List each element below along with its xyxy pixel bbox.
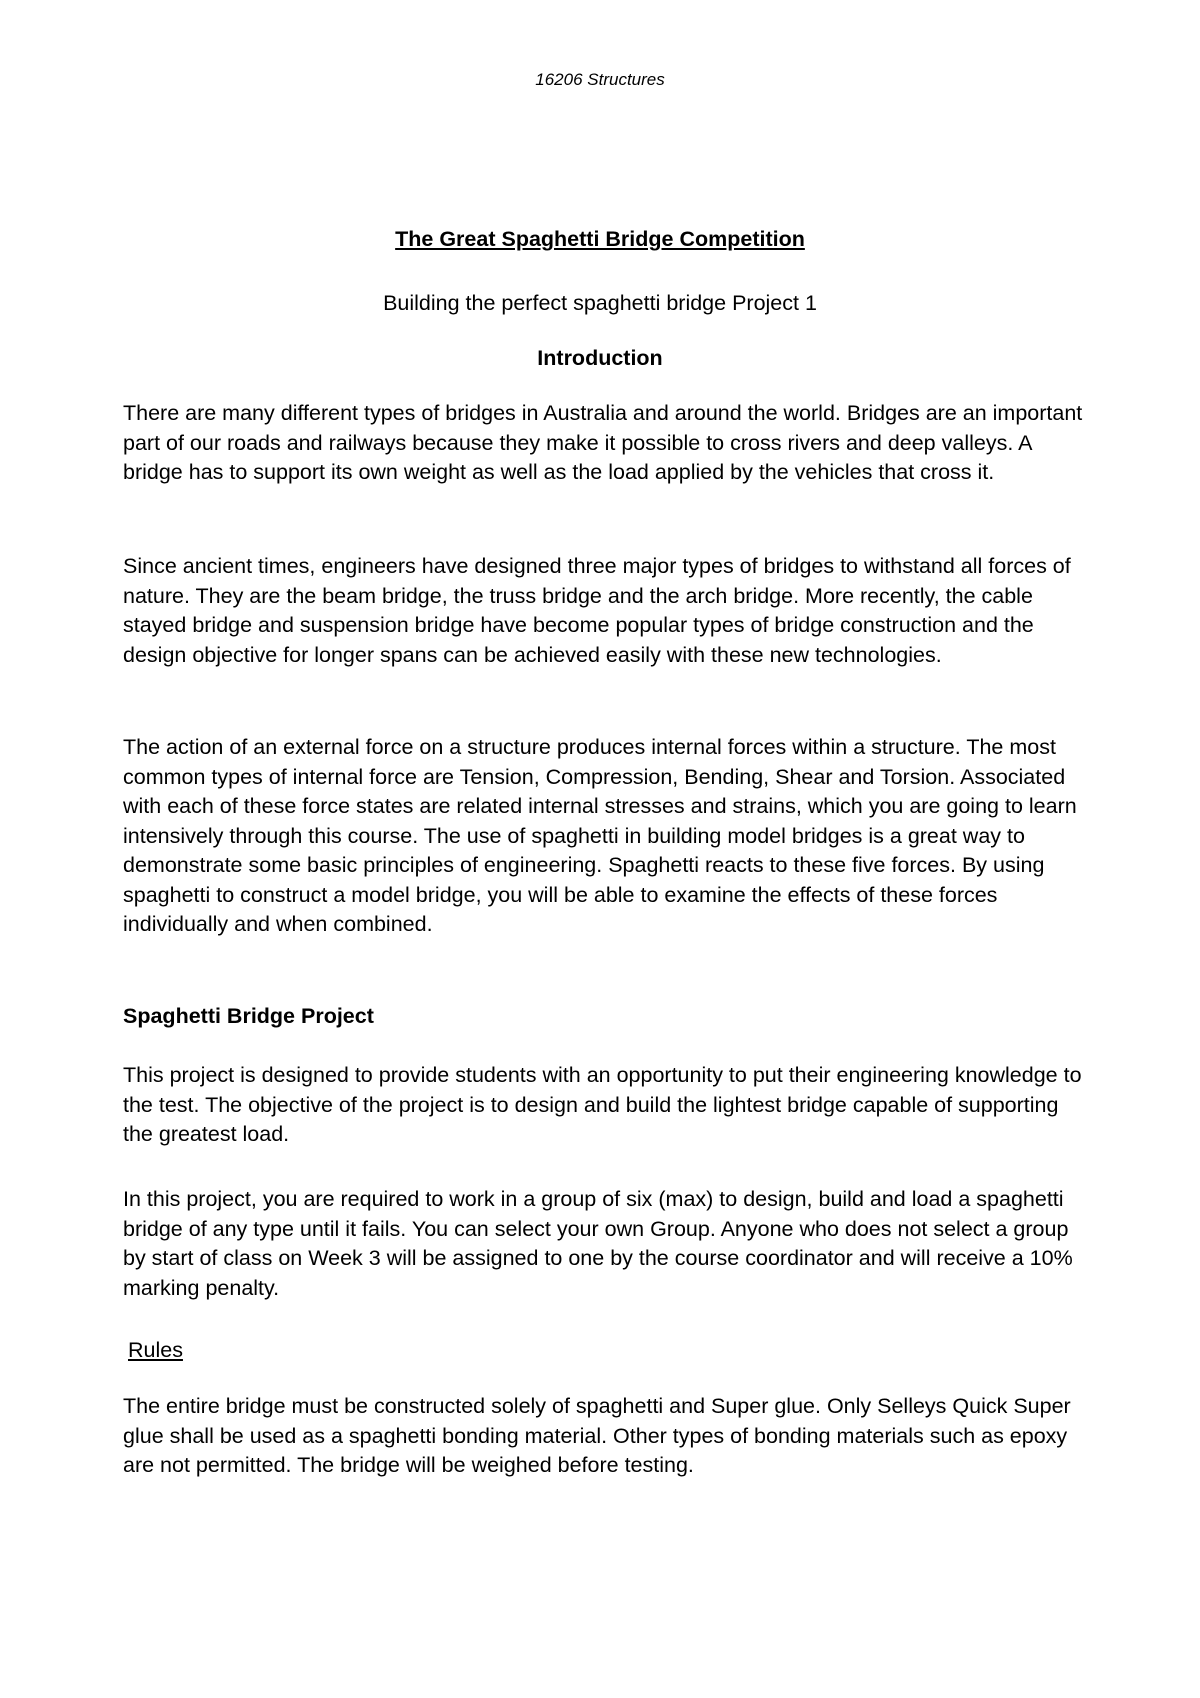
document-subtitle: Building the perfect spaghetti bridge Project 1	[383, 291, 817, 315]
introduction-heading: Introduction	[537, 346, 663, 370]
intro-paragraph-1: There are many different types of bridges in Australia and around the world. Bridges are an important part of our roads and railways because they make it possible to cross rivers and deep valleys. A bridge has to support its own weight as well as the load applied by the vehicles that cross it.	[123, 401, 1083, 484]
running-header: 16206 Structures	[535, 70, 665, 89]
project-paragraph-2: In this project, you are required to work in a group of six (max) to design, build and load a spaghetti bridge of any type until it fails. You can select your own Group. Anyone who does not select a group by start of class on Week 3 will be assigned to one by the course coordinator and will receive a 10% marking penalty.	[123, 1187, 1073, 1300]
rules-paragraph-1: The entire bridge must be constructed solely of spaghetti and Super glue. Only Selleys Quick Super glue shall be used as a spaghetti bonding material. Other types of bonding materials such as epoxy are not permitted. The bridge will be weighed before testing.	[123, 1394, 1071, 1477]
project-heading: Spaghetti Bridge Project	[123, 1004, 374, 1028]
intro-paragraph-3: The action of an external force on a structure produces internal forces within a structure. The most common types of internal force are Tension, Compression, Bending, Shear and Torsion. Associated with each of these force states are related internal stresses and strains, which you are going to learn intensively through this course. The use of spaghetti in building model bridges is a great way to demonstrate some basic principles of engineering. Spaghetti reacts to these five forces. By using spaghetti to construct a model bridge, you will be able to examine the effects of these forces individually and when combined.	[123, 735, 1077, 936]
rules-heading: Rules	[128, 1338, 183, 1362]
intro-paragraph-2: Since ancient times, engineers have designed three major types of bridges to withstand all forces of nature. They are the beam bridge, the truss bridge and the arch bridge. More recently, the cable stayed bridge and suspension bridge have become popular types of bridge construction and the design objective for longer spans can be achieved easily with these new technologies.	[123, 554, 1071, 667]
project-paragraph-1: This project is designed to provide students with an opportunity to put their engineering knowledge to the test. The objective of the project is to design and build the lightest bridge capable of supporting the greatest load.	[123, 1063, 1082, 1146]
document-title: The Great Spaghetti Bridge Competition	[395, 227, 805, 251]
